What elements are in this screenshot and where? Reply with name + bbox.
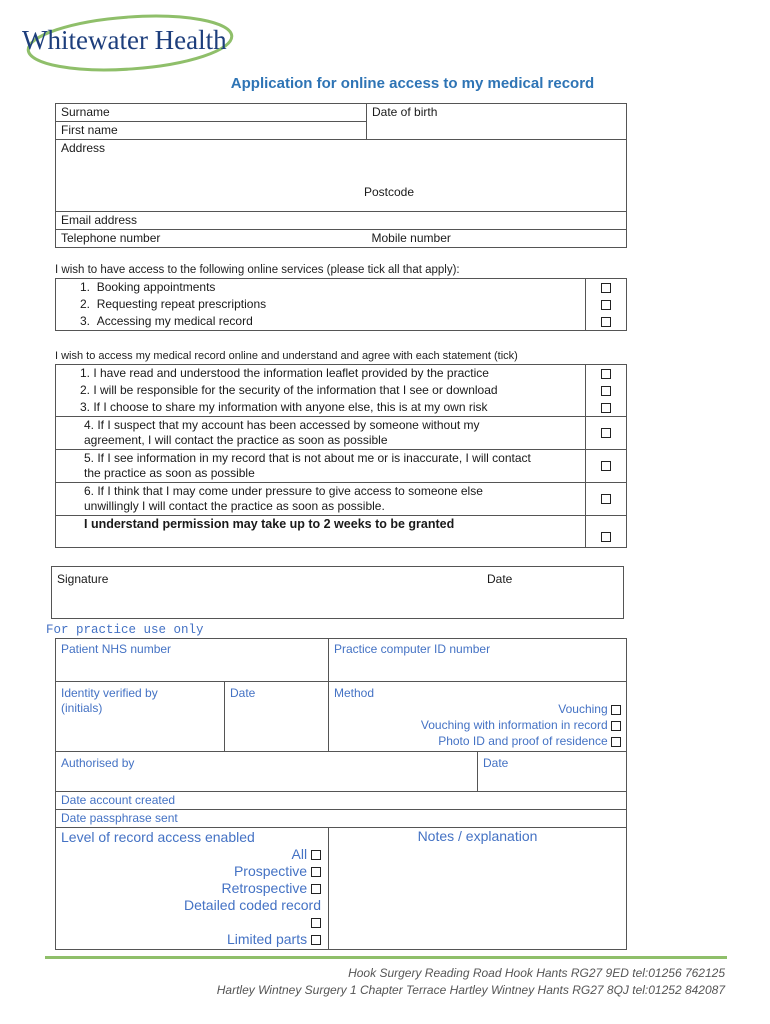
footer-divider — [45, 956, 727, 959]
statements-intro: I wish to access my medical record online and understand and agree with each statement (tick) — [55, 350, 518, 362]
postcode-label: Postcode — [364, 185, 415, 199]
statement-checkbox-6[interactable] — [601, 494, 611, 504]
statement-item: 1. I have read and understood the information leaflet provided by the practice — [56, 365, 586, 383]
practice-use-heading: For practice use only — [46, 623, 204, 637]
services-intro: I wish to have access to the following online services (please tick all that apply): — [55, 264, 460, 276]
email-field[interactable]: Email address — [56, 212, 627, 230]
level-detailed-checkbox[interactable] — [311, 918, 321, 928]
personal-details-table — [55, 103, 627, 248]
level-all-checkbox[interactable] — [311, 850, 321, 860]
statement-checkbox-2[interactable] — [601, 386, 611, 396]
computer-id-field[interactable]: Practice computer ID number — [329, 639, 627, 682]
statements-table — [55, 364, 627, 548]
statement-checkbox-4[interactable] — [601, 428, 611, 438]
statement-item: 2. I will be responsible for the security of the information that I see or download — [56, 382, 586, 399]
permission-statement: I understand permission may take up to 2 weeks to be granted — [56, 516, 586, 548]
service-item-booking: 1. Booking appointments — [56, 279, 586, 297]
logo — [20, 10, 240, 70]
services-table — [55, 278, 627, 331]
signature-date-field[interactable]: Date — [482, 567, 624, 619]
statement-item: 5. If I see information in my record that is not about me or is inaccurate, I will contact the practice as soon as possible — [56, 450, 586, 483]
vouching-checkbox[interactable] — [611, 705, 621, 715]
service-checkbox-record[interactable] — [601, 317, 611, 327]
signature-table — [51, 566, 624, 619]
page-title: Application for online access to my medical record — [230, 75, 595, 92]
record-access-level: Level of record access enabled All Prospective Retrospective Detailed coded record Limited parts — [56, 828, 329, 950]
identity-verified-field[interactable]: Identity verified by (initials) — [56, 682, 225, 752]
statement-checkbox-5[interactable] — [601, 461, 611, 471]
mobile-field[interactable]: Mobile number — [367, 230, 627, 248]
statement-item: 3. If I choose to share my information with anyone else, this is at my own risk — [56, 399, 586, 417]
nhs-number-field[interactable]: Patient NHS number — [56, 639, 329, 682]
service-item-prescriptions: 2. Requesting repeat prescriptions — [56, 296, 586, 313]
practice-table — [55, 638, 627, 950]
statement-item: 4. If I suspect that my account has been accessed by someone without my agreement, I will contact the practice as soon as possible — [56, 417, 586, 450]
service-checkbox-prescriptions[interactable] — [601, 300, 611, 310]
statement-checkbox-1[interactable] — [601, 369, 611, 379]
method-field: Method Vouching Vouching with information in record Photo ID and proof of residence — [329, 682, 627, 752]
footer — [217, 965, 725, 999]
photo-id-checkbox[interactable] — [611, 737, 621, 747]
verification-date-field[interactable]: Date — [225, 682, 329, 752]
permission-checkbox[interactable] — [601, 532, 611, 542]
statement-item: 6. If I think that I may come under pressure to give access to someone else unwillingly I will contact the practice as soon as possible. — [56, 483, 586, 516]
authorised-by-field[interactable]: Authorised by — [56, 752, 478, 792]
footer-hook-surgery: Hook Surgery Reading Road Hook Hants RG27 9ED tel:01256 762125 — [348, 966, 725, 980]
vouching-info-checkbox[interactable] — [611, 721, 621, 731]
logo-text: Whitewater Health — [22, 25, 227, 55]
service-item-record: 3. Accessing my medical record — [56, 313, 586, 331]
passphrase-sent-field[interactable]: Date passphrase sent — [56, 810, 627, 828]
level-prospective-checkbox[interactable] — [311, 867, 321, 877]
surname-field[interactable]: Surname — [56, 104, 367, 122]
level-limited-checkbox[interactable] — [311, 935, 321, 945]
signature-field[interactable]: Signature — [52, 567, 483, 619]
service-checkbox-booking[interactable] — [601, 283, 611, 293]
footer-hartley-surgery: Hartley Wintney Surgery 1 Chapter Terrace Hartley Wintney Hants RG27 8QJ tel:01252 842087 — [216, 983, 725, 997]
level-retrospective-checkbox[interactable] — [311, 884, 321, 894]
authorised-date-field[interactable]: Date — [478, 752, 627, 792]
dob-field[interactable]: Date of birth — [367, 104, 627, 140]
statement-checkbox-3[interactable] — [601, 403, 611, 413]
notes-field[interactable]: Notes / explanation — [329, 828, 627, 950]
first-name-field[interactable]: First name — [56, 122, 367, 140]
account-created-field[interactable]: Date account created — [56, 792, 627, 810]
telephone-field[interactable]: Telephone number — [56, 230, 367, 248]
address-field[interactable]: Address Postcode — [56, 140, 627, 212]
